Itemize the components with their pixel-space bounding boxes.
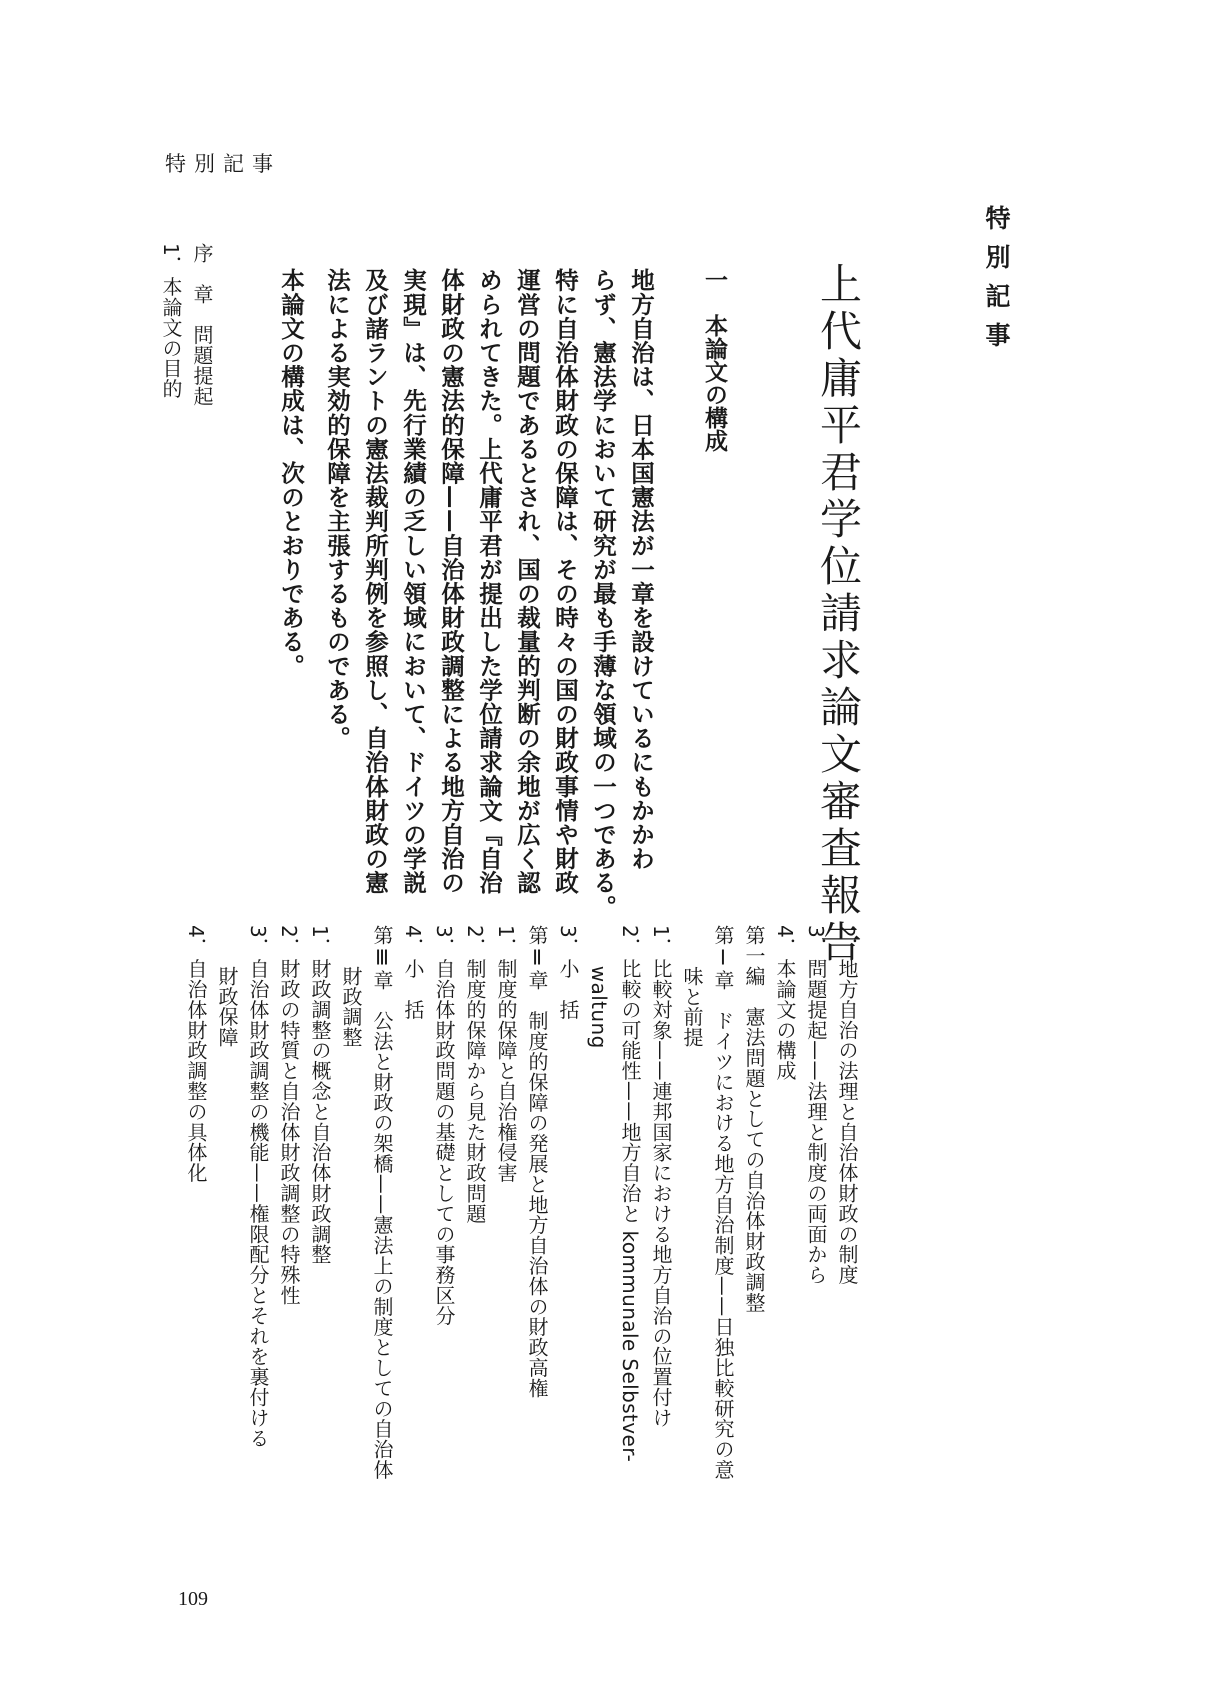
running-head: 特別記事 — [165, 152, 281, 176]
table-of-contents-upper — [155, 243, 217, 406]
toc-entry: 4．自治体財政調整の具体化 — [184, 925, 208, 1183]
toc-entry: 第Ⅰ章 ドイツにおける地方自治制度——日独比較研究の意 — [711, 925, 735, 1480]
toc-entry: 3．小 括 — [556, 925, 580, 1020]
toc-entry: 財政保障 — [215, 925, 239, 1048]
section-heading: 一 本論文の構成 — [701, 268, 727, 452]
table-of-contents-lower — [180, 925, 862, 1480]
toc-entry: 第Ⅲ章 公法と財政の架橋——憲法上の制度としての自治体 — [370, 925, 394, 1480]
toc-entry: 3．自治体財政調整の機能——権限配分とそれを裏付ける — [246, 925, 270, 1449]
paragraph-line: 地方自治は、日本国憲法が一章を設けているにもかかわ — [627, 268, 655, 871]
toc-entry: 第一編 憲法問題としての自治体財政調整 — [742, 925, 766, 1313]
toc-entry: 2．地方自治の法理と自治体財政の制度 — [835, 925, 859, 1285]
toc-entry: 1．制度的保障と自治権侵害 — [494, 925, 518, 1183]
toc-entry: 3．自治体財政問題の基礎としての事務区分 — [432, 925, 456, 1326]
toc-entry: 4．本論文の構成 — [773, 925, 797, 1081]
toc-entry: 1．本論文の目的 — [159, 243, 183, 399]
toc-entry: 味と前提 — [680, 925, 704, 1048]
toc-entry: 序 章 問題提起 — [190, 243, 214, 407]
toc-entry: 財政調整 — [339, 925, 363, 1048]
toc-entry: 3．問題提起——法理と制度の両面から — [804, 925, 828, 1285]
toc-entry: 1．財政調整の概念と自治体財政調整 — [308, 925, 332, 1265]
paragraph-line: 体財政の憲法的保障——自治体財政調整による地方自治の — [437, 268, 465, 895]
body-paragraph-2 — [272, 268, 310, 678]
article-category-label: 特別記事 — [982, 205, 1011, 361]
body-paragraph-1 — [318, 268, 660, 919]
toc-entry: 4．小 括 — [401, 925, 425, 1020]
toc-entry: 2．制度的保障から見た財政問題 — [463, 925, 487, 1224]
toc-entry: 2．比較の可能性——地方自治と kommunale Selbstver- — [618, 925, 642, 1463]
page-number: 109 — [178, 1588, 208, 1610]
paragraph-line: 実現』は、先行業績の乏しい領域において、ドイツの学説 — [399, 268, 427, 895]
paragraph-line: 本論文の構成は、次のとおりである。 — [277, 268, 305, 678]
paragraph-line: 特に自治体財政の保障は、その時々の国の財政事情や財政 — [551, 268, 579, 895]
article-title: 上代庸平君学位請求論文審査報告 — [814, 262, 863, 967]
paragraph-line: められてきた。上代庸平君が提出した学位請求論文『自治 — [475, 268, 503, 895]
paragraph-line: 及び諸ラントの憲法裁判所判例を参照し、自治体財政の憲 — [361, 268, 389, 895]
paragraph-line: らず、憲法学において研究が最も手薄な領域の一つである。 — [589, 268, 617, 919]
toc-entry: 第Ⅱ章 制度的保障の発展と地方自治体の財政高権 — [525, 925, 549, 1399]
paragraph-line: 運営の問題であるとされ、国の裁量的判断の余地が広く認 — [513, 268, 541, 895]
toc-entry: 2．財政の特質と自治体財政調整の特殊性 — [277, 925, 301, 1306]
toc-entry: 1．比較対象——連邦国家における地方自治の位置付け — [649, 925, 673, 1428]
toc-entry: waltung — [587, 925, 611, 1049]
paragraph-line: 法による実効的保障を主張するものである。 — [323, 268, 351, 750]
